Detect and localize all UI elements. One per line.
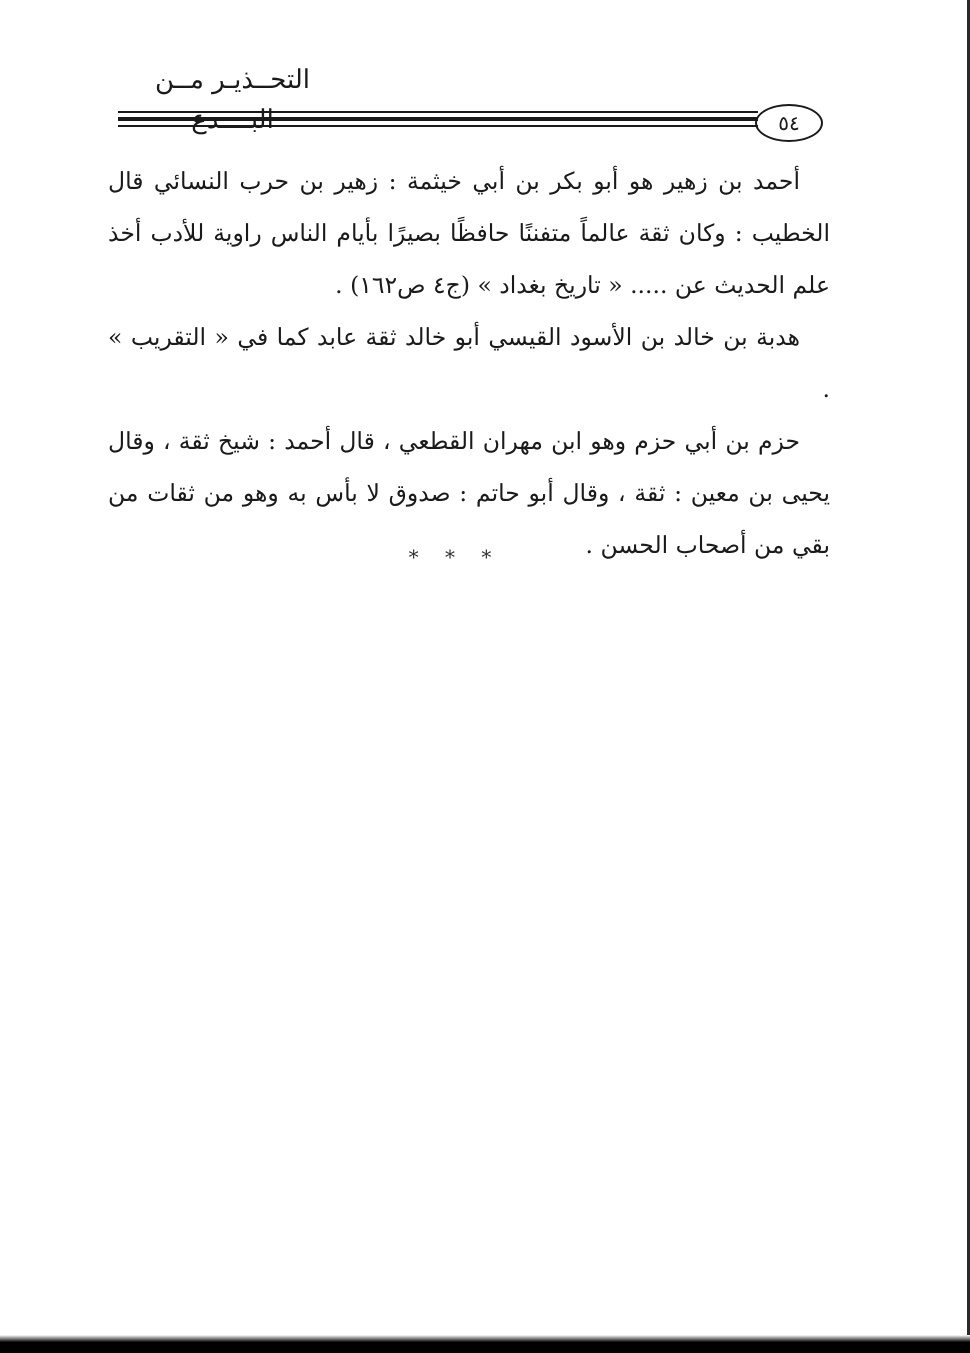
paragraph-ahmad-ibn-zuhair: أحمد بن زهير هو أبو بكر بن أبي خيثمة : زهير بن حرب النسائي قال الخطيب : وكان ثقة عالماً متفننًا حافظًا بصيرًا بأيام الناس راوية للأدب أخذ علم الحديث عن ..... « تاريخ بغداد » (ج٤ ص١٦٢) .	[108, 167, 830, 299]
body-text	[108, 155, 830, 571]
page-number-badge: ٥٤	[755, 104, 823, 142]
paragraph-hazm-ibn-abi-hazm: حزم بن أبي حزم وهو ابن مهران القطعي ، قال أحمد : شيخ ثقة ، وقال يحيى بن معين : ثقة ، وقال أبو حاتم : صدوق لا بأس به وهو من ثقات من بقي من أصحاب الحسن .	[108, 427, 830, 559]
header-rule-middle	[118, 117, 758, 121]
running-title: التحــذيـر مــن	[154, 65, 311, 95]
scan-edge-bottom	[0, 1335, 970, 1353]
header-rule-top	[118, 111, 758, 113]
header-rule-bottom	[118, 125, 758, 127]
section-break-asterisks: * * *	[408, 545, 502, 569]
paragraph-hudba-ibn-khalid: هدبة بن خالد بن الأسود القيسي أبو خالد ثقة عابد كما في « التقريب » .	[108, 323, 830, 403]
